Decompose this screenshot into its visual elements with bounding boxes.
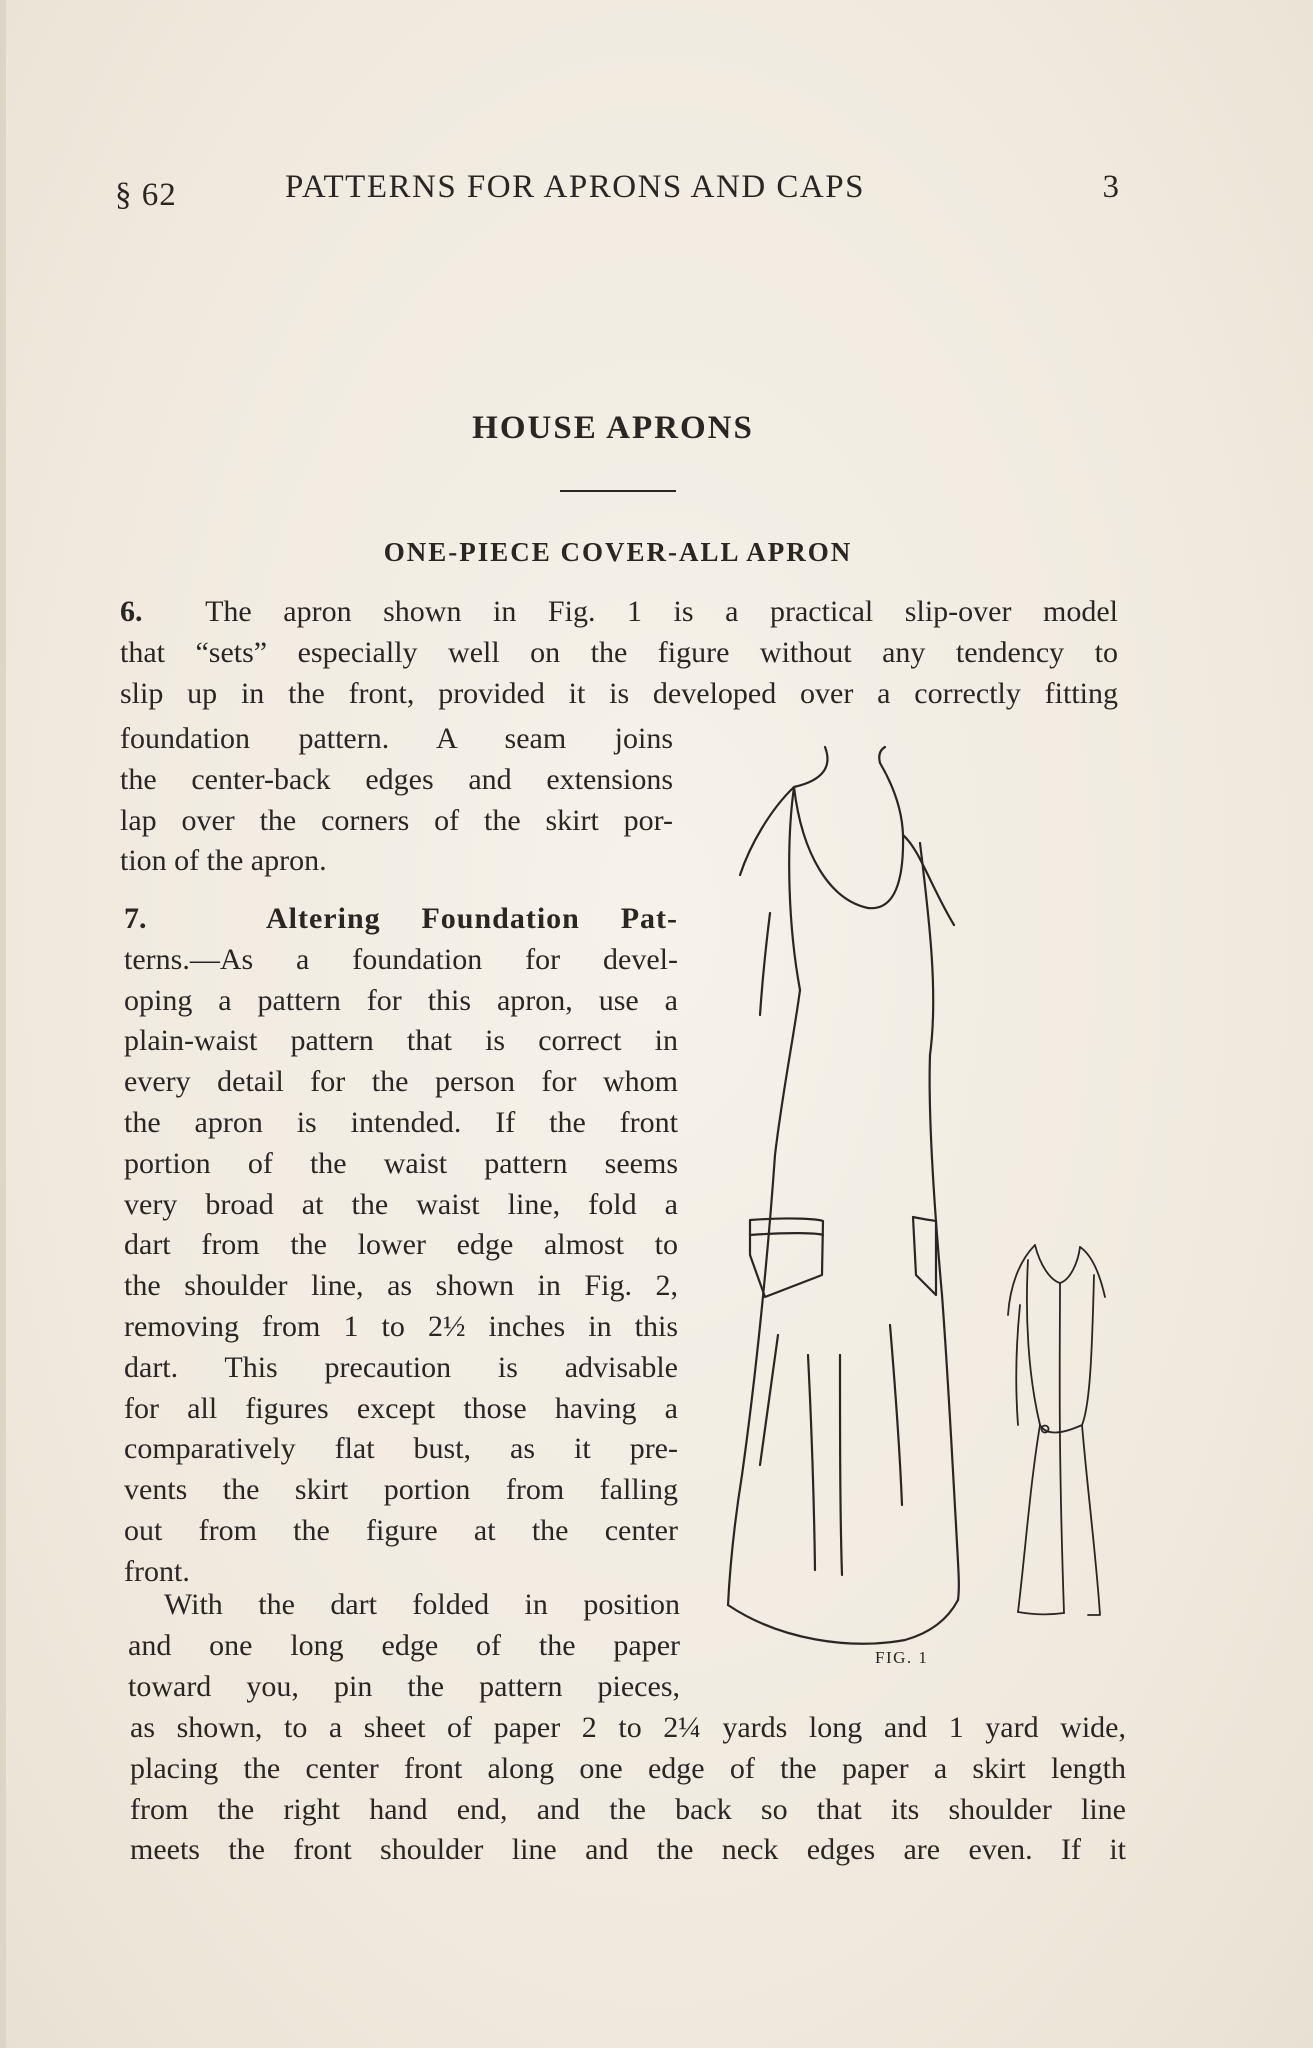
subsection-heading: ONE-PIECE COVER-ALL APRON — [383, 537, 853, 567]
text-line: every detail for the person for whom — [124, 1065, 678, 1099]
text-line: comparatively flat bust, as it pre- — [124, 1432, 678, 1466]
paragraph-8-full — [130, 1708, 1126, 1871]
page-number: 3 — [1102, 169, 1120, 205]
text-line: dart from the lower edge almost to — [124, 1228, 678, 1262]
text-line: as shown, to a sheet of paper 2 to 2¼ yards long and 1 yard wide, — [130, 1711, 1126, 1744]
apron-illustration — [690, 735, 1145, 1660]
text-line: that “sets” especially well on the figure without any tendency to — [120, 635, 1118, 669]
paragraph-number: 6. — [120, 595, 143, 628]
text-line: slip up in the front, provided it is developed over a correctly fitting — [120, 676, 1118, 710]
text-line: removing from 1 to 2½ inches in this — [124, 1309, 678, 1343]
text-line: for all figures except those having a — [124, 1391, 678, 1425]
paragraph-number: 7. — [124, 902, 147, 935]
page-edge — [0, 0, 6, 2048]
text-line: lap over the corners of the skirt por- — [120, 803, 673, 837]
text-line: the shoulder line, as shown in Fig. 2, — [124, 1269, 678, 1303]
text-line: terns.—As a foundation for devel- — [124, 942, 678, 976]
text-line: the center-back edges and extensions — [120, 762, 673, 796]
text-line: placing the center front along one edge of the paper a skirt length — [130, 1751, 1126, 1785]
back-view-apron — [1008, 1245, 1105, 1615]
text-line: front. — [124, 1554, 190, 1588]
section-number: § 62 — [115, 177, 177, 213]
text-line: very broad at the waist line, fold a — [124, 1187, 678, 1221]
text-line: With the dart folded in position — [164, 1588, 680, 1621]
text-line: vents the skirt portion from falling — [124, 1473, 678, 1507]
text-line: tion of the apron. — [120, 844, 327, 878]
paragraph-6-full — [120, 592, 1118, 714]
paragraph-8-narrow-cont — [128, 1626, 680, 1708]
paragraph-7 — [124, 899, 678, 1593]
paragraph-title: Altering Foundation Pat- — [266, 902, 678, 935]
text-line: out from the figure at the center — [124, 1513, 678, 1547]
header-title: PATTERNS FOR APRONS AND CAPS — [285, 169, 865, 205]
text-line: foundation pattern. A seam joins — [120, 722, 673, 755]
text-line: plain-waist pattern that is correct in — [124, 1024, 678, 1058]
text-line: toward you, pin the pattern pieces, — [128, 1669, 680, 1703]
text-line: oping a pattern for this apron, use a — [124, 983, 678, 1017]
text-line: and one long edge of the paper — [128, 1629, 680, 1662]
paragraph-8-narrow — [164, 1585, 680, 1626]
text-line — [124, 899, 678, 940]
paragraph-6-narrow — [120, 719, 673, 882]
front-view-apron — [728, 747, 959, 1644]
text-line: 6. The apron shown in Fig. 1 is a practical slip-over model — [120, 595, 1118, 628]
section-heading: HOUSE APRONS — [472, 410, 754, 446]
text-line: dart. This precaution is advisable — [124, 1350, 678, 1384]
text-line: portion of the waist pattern seems — [124, 1146, 678, 1180]
text-line: meets the front shoulder line and the neck edges are even. If it — [130, 1833, 1126, 1867]
heading-rule — [560, 490, 676, 492]
running-header — [115, 165, 1120, 215]
text-line: from the right hand end, and the back so that its shoulder line — [130, 1792, 1126, 1826]
figure-caption: FIG. 1 — [875, 1648, 929, 1667]
text-line: the apron is intended. If the front — [124, 1105, 678, 1139]
